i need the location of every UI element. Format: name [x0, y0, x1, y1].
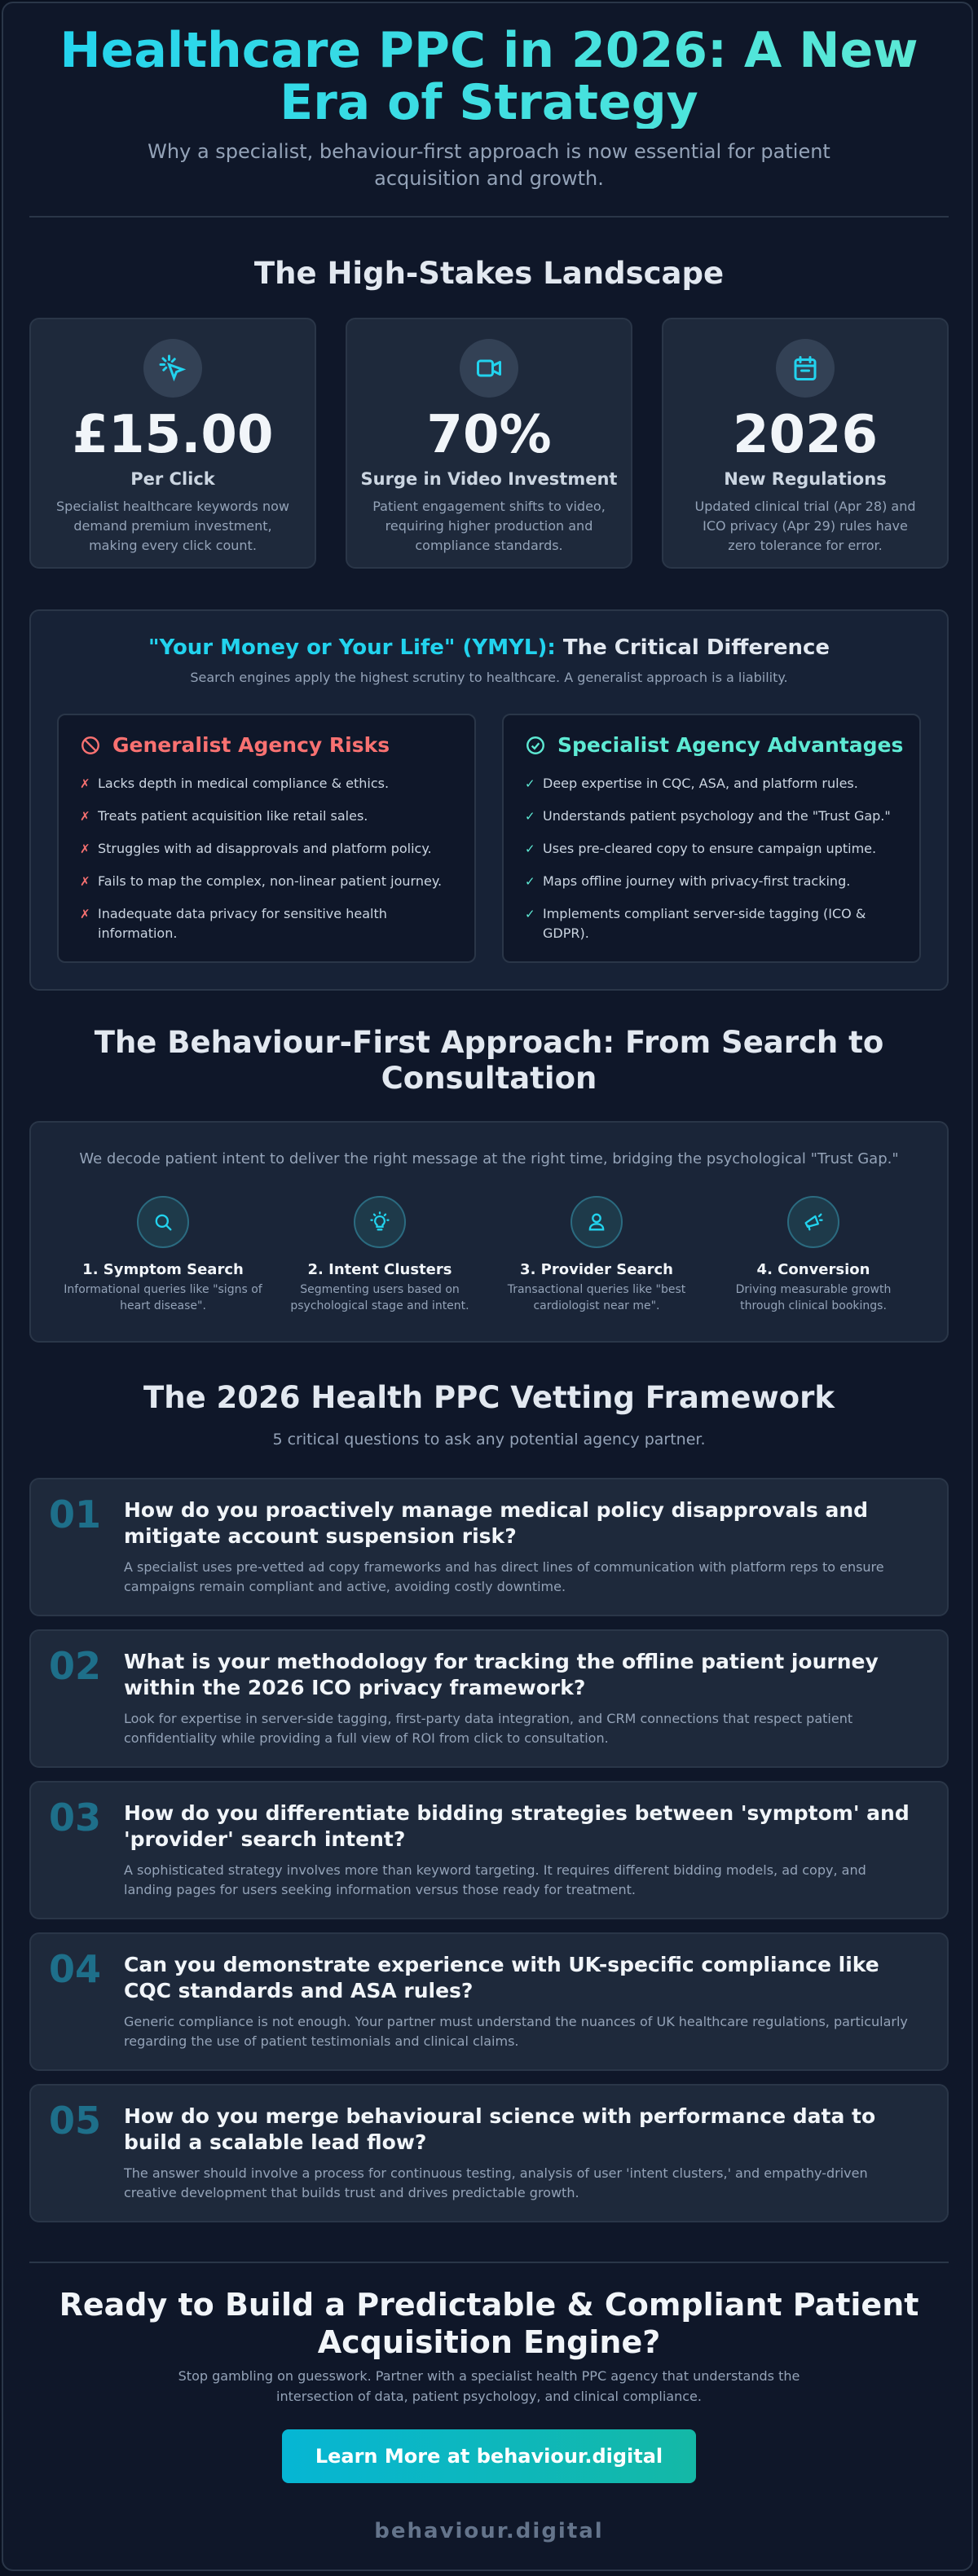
list-item: ✓ Implements compliant server-side tagging (ICO & GDPR).	[525, 906, 866, 941]
stat-description: Updated clinical trial (Apr 28) and ICO privacy (Apr 29) rules have zero tolerance for error.	[694, 499, 916, 553]
stat-value: £15.00	[72, 405, 274, 465]
megaphone-icon	[787, 1196, 839, 1248]
list-item: ✓ Understands patient psychology and the "Trust Gap."	[525, 808, 891, 824]
question-title: How do you differentiate bidding strategies between 'symptom' and 'provider' search intent?	[124, 1801, 910, 1851]
list-item: ✓ Uses pre-cleared copy to ensure campaign uptime.	[525, 841, 877, 856]
cta-title: Ready to Build a Predictable & Compliant Patient Acquisition Engine?	[59, 2287, 919, 2360]
generalist-list	[80, 774, 453, 956]
check-circle-icon	[525, 735, 546, 756]
search-icon	[137, 1196, 189, 1248]
question-number: 01	[49, 1492, 102, 1536]
question-card	[29, 1478, 949, 1616]
specialist-heading: Specialist Agency Advantages	[525, 733, 903, 757]
step-title: 2. Intent Clusters	[307, 1261, 452, 1278]
step-title: 1. Symptom Search	[82, 1261, 244, 1278]
behaviour-intro: We decode patient intent to deliver the right message at the right time, bridging the psychological "Trust Gap."	[79, 1150, 899, 1167]
step-conversion	[706, 1196, 921, 1314]
ymyl-title: "Your Money or Your Life" (YMYL): The Critical Difference	[148, 635, 830, 660]
page-subtitle: Why a specialist, behaviour-first approach is now essential for patient acquisition and growth.	[148, 140, 830, 190]
question-description: A sophisticated strategy involves more than keyword targeting. It requires different bidding models, ad copy, and landing pages for users seeking information versus those ready for treatment.	[124, 1862, 866, 1897]
video-camera-icon	[460, 339, 518, 398]
question-card	[29, 1932, 949, 2071]
question-description: Look for expertise in server-side tagging, first-party data integration, and CRM connections that respect patient confidentiality while providing a full view of ROI from click to consultation.	[124, 1711, 853, 1746]
stat-label: Surge in Video Investment	[360, 469, 618, 489]
stat-card-cost	[29, 318, 316, 569]
page-title: Healthcare PPC in 2026: A New Era of Strategy	[29, 24, 949, 129]
step-title: 3. Provider Search	[520, 1261, 673, 1278]
framework-title: The 2026 Health PPC Vetting Framework	[143, 1380, 835, 1415]
footer-brand: behaviour.digital	[374, 2519, 604, 2543]
question-number: 04	[49, 1947, 102, 1991]
stat-description: Patient engagement shifts to video, requiring higher production and compliance standards.	[372, 499, 606, 553]
question-card	[29, 1781, 949, 1919]
framework-subtitle: 5 critical questions to ask any potential agency partner.	[272, 1431, 706, 1448]
stat-card-regulations	[662, 318, 949, 569]
list-item: ✓ Maps offline journey with privacy-first tracking.	[525, 873, 851, 889]
question-description: Generic compliance is not enough. Your partner must understand the nuances of UK healthcare regulations, particularly regarding the use of patient testimonials and clinical claims.	[124, 2014, 908, 2049]
learn-more-button[interactable]: Learn More at behaviour.digital	[282, 2429, 696, 2483]
step-intent-clusters	[272, 1196, 487, 1314]
step-description: Segmenting users based on psychological stage and intent.	[290, 1283, 469, 1312]
list-item: ✓ Deep expertise in CQC, ASA, and platform rules.	[525, 776, 858, 791]
stat-label: Per Click	[130, 469, 215, 489]
question-title: What is your methodology for tracking the offline patient journey within the 2026 ICO privacy framework?	[124, 1650, 879, 1699]
cursor-click-icon	[143, 339, 202, 398]
step-title: 4. Conversion	[756, 1261, 870, 1278]
stat-card-video	[346, 318, 632, 569]
generalist-heading: Generalist Agency Risks	[80, 733, 390, 757]
stat-description: Specialist healthcare keywords now demand premium investment, making every click count.	[56, 499, 289, 553]
step-provider-search	[489, 1196, 704, 1314]
step-description: Driving measurable growth through clinical bookings.	[735, 1283, 892, 1312]
specialist-list	[525, 774, 898, 956]
question-number: 02	[49, 1644, 102, 1688]
list-item: ✗ Struggles with ad disapprovals and platform policy.	[80, 841, 432, 856]
landscape-title: The High-Stakes Landscape	[253, 256, 725, 291]
stat-value: 70%	[426, 405, 552, 465]
behaviour-title: The Behaviour-First Approach: From Search to Consultation	[94, 1025, 884, 1096]
question-description: A specialist uses pre-vetted ad copy frameworks and has direct lines of communication with platform reps to ensure campaigns remain compliant and active, avoiding costly downtime.	[124, 1559, 884, 1594]
prohibited-icon	[80, 735, 101, 756]
generalist-risks-card	[57, 714, 476, 963]
step-description: Transactional queries like "best cardiologist near me".	[507, 1283, 686, 1312]
stat-value: 2026	[732, 405, 879, 465]
question-title: How do you proactively manage medical policy disapprovals and mitigate account suspension risk?	[124, 1498, 869, 1548]
question-number: 05	[49, 2099, 102, 2143]
specialist-advantages-card	[502, 714, 921, 963]
question-description: The answer should involve a process for continuous testing, analysis of user 'intent clusters,' and empathy-driven creative development that builds trust and drives predictable growth.	[124, 2165, 868, 2200]
list-item: ✗ Inadequate data privacy for sensitive health information.	[80, 906, 387, 941]
lightbulb-icon	[354, 1196, 406, 1248]
user-icon	[570, 1196, 623, 1248]
question-card	[29, 2084, 949, 2222]
step-description: Informational queries like "signs of heart disease".	[64, 1283, 262, 1312]
ymyl-subtitle: Search engines apply the highest scrutiny to healthcare. A generalist approach is a liability.	[190, 670, 788, 685]
divider	[29, 2262, 949, 2263]
question-number: 03	[49, 1796, 102, 1840]
behaviour-panel	[29, 1121, 949, 1343]
ymyl-panel	[29, 609, 949, 991]
question-card	[29, 1629, 949, 1768]
divider	[29, 216, 949, 218]
cta-subtitle: Stop gambling on guesswork. Partner with a specialist health PPC agency that understands the intersection of data, patient psychology, and clinical compliance.	[178, 2368, 800, 2404]
question-title: How do you merge behavioural science with performance data to build a scalable lead flow?	[124, 2104, 876, 2154]
list-item: ✗ Treats patient acquisition like retail sales.	[80, 808, 368, 824]
list-item: ✗ Lacks depth in medical compliance & ethics.	[80, 776, 390, 791]
step-symptom-search	[55, 1196, 271, 1314]
list-item: ✗ Fails to map the complex, non-linear patient journey.	[80, 873, 443, 889]
calendar-icon	[776, 339, 835, 398]
question-title: Can you demonstrate experience with UK-specific compliance like CQC standards and ASA rules?	[124, 1953, 879, 2002]
stat-label: New Regulations	[724, 469, 887, 489]
